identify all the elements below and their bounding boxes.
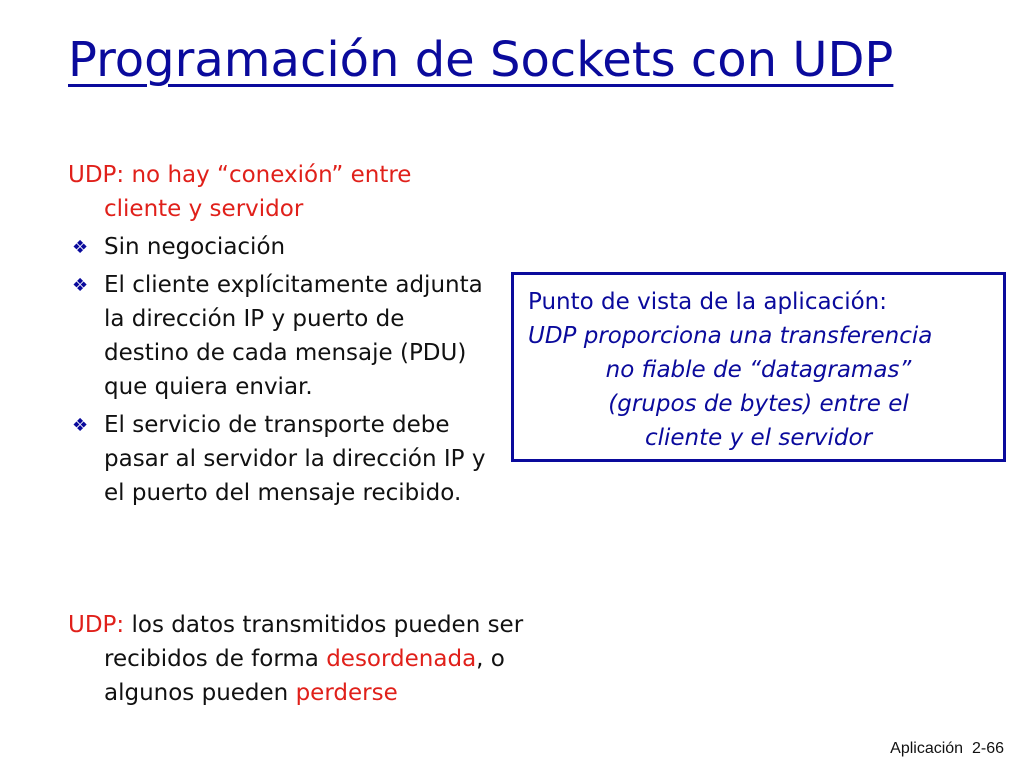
udp-intro-line2: cliente y servidor	[104, 196, 304, 222]
diamond-bullet-icon: ❖	[72, 415, 89, 436]
diamond-bullet-icon: ❖	[72, 275, 89, 296]
slide-title: Programación de Sockets con UDP	[68, 32, 894, 88]
footer-page-number: 2-66	[971, 740, 1004, 757]
bullet-item	[68, 268, 488, 404]
box-heading: Punto de vista de la aplicación:	[528, 289, 887, 315]
udp-intro-lead: UDP:	[68, 162, 125, 188]
slide-footer	[890, 740, 1004, 758]
bullet-item	[68, 408, 488, 510]
udp-data-part1: los datos transmitidos pueden ser recibidos de forma	[104, 612, 524, 672]
box-line-1: UDP proporciona una transferencia	[528, 323, 933, 349]
udp-data-paragraph	[68, 608, 524, 710]
box-line-3: (grupos de bytes) entre el	[608, 391, 909, 417]
bullet-text: El servicio de transporte debe pasar al servidor la dirección IP y el puerto del mensaje recibido.	[104, 412, 486, 506]
box-line-4: cliente y el servidor	[644, 425, 873, 451]
bullet-text: El cliente explícitamente adjunta la dirección IP y puerto de destino de cada mensaje (PDU) que quiera enviar.	[104, 272, 483, 400]
udp-data-emph-disordered: desordenada	[326, 646, 477, 672]
feature-bullet-list	[68, 230, 488, 514]
udp-intro-line1: no hay “conexión” entre	[124, 162, 412, 188]
diamond-bullet-icon: ❖	[72, 237, 89, 258]
bullet-item	[68, 230, 488, 264]
udp-data-part2: , o algunos pueden	[104, 646, 505, 706]
application-view-box	[511, 272, 1006, 462]
udp-data-lead: UDP:	[68, 612, 125, 638]
bullet-text: Sin negociación	[104, 234, 286, 260]
box-line-2: no fiable de “datagramas”	[605, 357, 912, 383]
udp-intro-paragraph	[68, 158, 524, 226]
footer-section: Aplicación	[890, 740, 964, 757]
udp-data-emph-lost: perderse	[295, 680, 398, 706]
